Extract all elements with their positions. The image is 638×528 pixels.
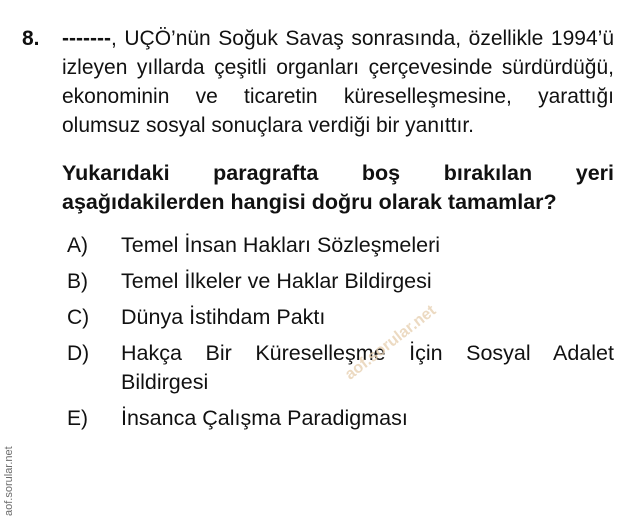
question-blank: ------- bbox=[62, 27, 111, 50]
question-stem-row bbox=[22, 24, 614, 140]
option-letter: D) bbox=[67, 342, 90, 365]
option-text: Temel İnsan Hakları Sözleşmeleri bbox=[121, 233, 441, 257]
side-watermark: aof.sorular.net bbox=[3, 446, 15, 516]
option-letter: E) bbox=[67, 407, 88, 430]
option-text: Temel İlkeler ve Haklar Bildirgesi bbox=[121, 269, 432, 293]
diagonal-watermark: aof.sorular.net bbox=[342, 302, 440, 384]
option-letter: C) bbox=[67, 306, 90, 329]
option-a[interactable] bbox=[62, 231, 614, 260]
option-e[interactable] bbox=[62, 404, 614, 433]
option-letter: A) bbox=[67, 234, 88, 257]
question-block bbox=[22, 24, 614, 440]
question-stem-text: , UÇÖ’nün Soğuk Savaş sonrasında, özellikle 1994’ü izleyen yıllarda çeşitli organları çerçevesinde sürdürdüğü, ekonominin ve ticaretin küreselleşmesine, yarattığı olumsuz sosyal sonuçlara verdiği bir yanıttır. bbox=[62, 27, 614, 137]
question-stem bbox=[62, 24, 614, 140]
answer-options bbox=[62, 231, 614, 433]
question-prompt: Yukarıdaki paragrafta boş bırakılan yeri aşağıdakilerden hangisi doğru olarak tamamlar? bbox=[62, 161, 614, 214]
option-text: İnsanca Çalışma Paradigması bbox=[121, 406, 408, 430]
option-letter: B) bbox=[67, 270, 88, 293]
option-b[interactable] bbox=[62, 267, 614, 296]
option-text: Dünya İstihdam Paktı bbox=[121, 305, 326, 329]
option-text: Hakça Bir Küreselleşme İçin Sosyal Adalet Bildirgesi bbox=[121, 341, 614, 394]
question-number: 8. bbox=[22, 27, 40, 50]
option-c[interactable] bbox=[62, 303, 614, 332]
option-d[interactable] bbox=[62, 339, 614, 397]
